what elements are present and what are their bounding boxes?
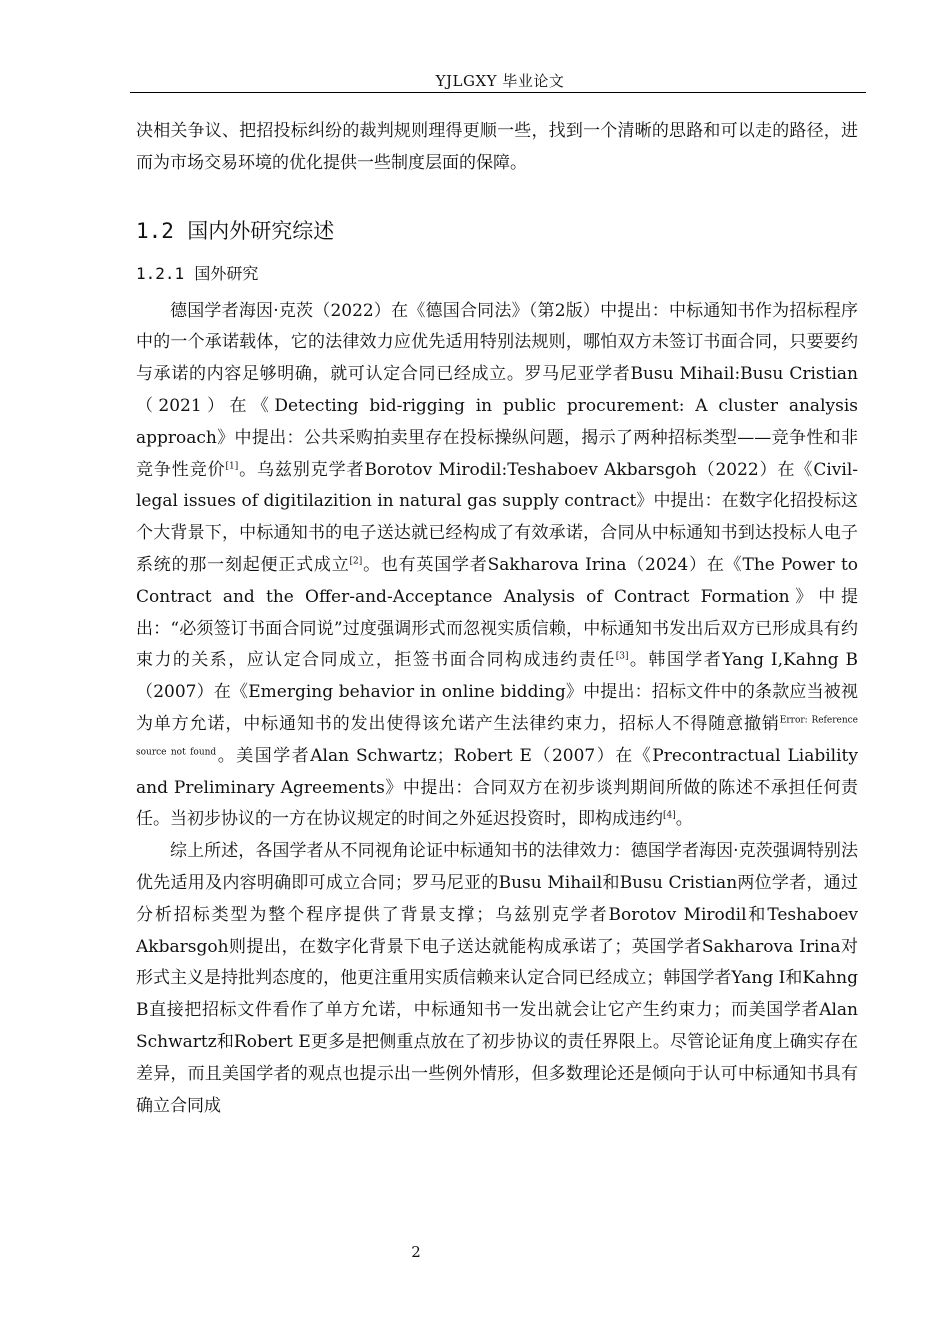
paragraph-text: 。也有英国学者Sakharova Irina（2024）在《The Power to Contract and the Offer-and-Acceptance Analysis of Contract Formation》中提出：“必须签订书面合同说”过度强调形式而忽视实质信赖，中标通知书发出后双方已形成具有约束力的关系，应认定合同成立，拒签书面合同构成违约责任 bbox=[136, 554, 859, 671]
paragraph-text: 。乌兹别克学者Borotov Mirodil:Teshaboev Akbarsgoh（2022）在《Civil-legal issues of digitilazition in natural gas supply contract》中提出：在数字化招投标这个大背景下，中标通知书的电子送达就已经构成了有效承诺，合同从中标通知书到达投标人电子系统的那一刻起便正式成立 bbox=[136, 459, 858, 575]
intro-paragraph: 决相关争议、把招投标纠纷的裁判规则理得更顺一些，找到一个清晰的思路和可以走的路径，进而为市场交易环境的优化提供一些制度层面的保障。 bbox=[136, 121, 858, 173]
paragraph-text: 。韩国学者Yang I,Kahng B（2007）在《Emerging behavior in online bidding》中提出：招标文件中的条款应当被视为单方允诺，中标通知书的发出使得该允诺产生法律约束力，招标人不得随意撤销 bbox=[136, 650, 858, 734]
paragraph-text: 德国学者海因·克茨（2022）在《德国合同法》（第2版）中提出：中标通知书作为招标程序中的一个承诺载体，它的法律效力应优先适用特别法规则，哪怕双方未签订书面合同，只要要约与承诺的内容足够明确，就可认定合同已经成立。罗马尼亚学者Busu Mihail:Busu Cristian（2021）在《Detecting bid-rigging in public procurement: A cluster analysis approach》中提出：公共采购拍卖里存在投标操纵问题，揭示了两种招标类型——竞争性和非竞争性竞价 bbox=[136, 300, 858, 480]
citation-3: [3] bbox=[615, 651, 629, 662]
section-title: 国内外研究综述 bbox=[187, 218, 335, 243]
citation-error: Error: Reference source not found bbox=[136, 715, 859, 758]
subsection-title: 国外研究 bbox=[194, 263, 259, 283]
subsection-number: 1.2.1 bbox=[136, 263, 185, 283]
section-number: 1.2 bbox=[136, 218, 174, 243]
summary-paragraph: 综上所述，各国学者从不同视角论证中标通知书的法律效力：德国学者海因·克茨强调特别法优先适用及内容明确即可成立合同；罗马尼亚的Busu Mihail和Busu Cristian两位学者，通过分析招标类型为整个程序提供了背景支撑；乌兹别克学者Borotov Mirodil和Teshaboev Akbarsgoh则提出，在数字化背景下电子送达就能构成承诺了；英国学者Sakharova Irina对形式主义是持批判态度的，他更注重用实质信赖来认定合同已经成立；韩国学者Yang I和Kahng B直接把招标文件看作了单方允诺，中标通知书一发出就会让它产生约束力；而美国学者Alan Schwartz和Robert E更多是把侧重点放在了初步协议的责任界限上。尽管论证角度上确实存在差异，而且美国学者的观点也提示出一些例外情形，但多数理论还是倾向于认可中标通知书具有确立合同成 bbox=[136, 841, 858, 1116]
foreign-research-paragraph bbox=[136, 296, 858, 837]
citation-2: [2] bbox=[349, 556, 363, 567]
citation-4: [4] bbox=[663, 810, 676, 821]
citation-1: [1] bbox=[225, 460, 239, 471]
page-number: 2 bbox=[411, 1243, 421, 1261]
body-content bbox=[136, 116, 858, 1122]
header-rule bbox=[130, 92, 866, 93]
paragraph-text: 。美国学者Alan Schwartz；Robert E（2007）在《Precontractual Liability and Preliminary Agreements》中提出：合同双方在初步谈判期间所做的陈述不承担任何责任。当初步协议的一方在协议规定的时间之外延迟投资时，即构成违约 bbox=[136, 745, 858, 830]
paragraph-text: 。 bbox=[675, 809, 693, 830]
section-heading bbox=[136, 216, 858, 246]
subsection-heading bbox=[136, 260, 858, 288]
running-header: YJLGXY 毕业论文 bbox=[435, 72, 565, 90]
